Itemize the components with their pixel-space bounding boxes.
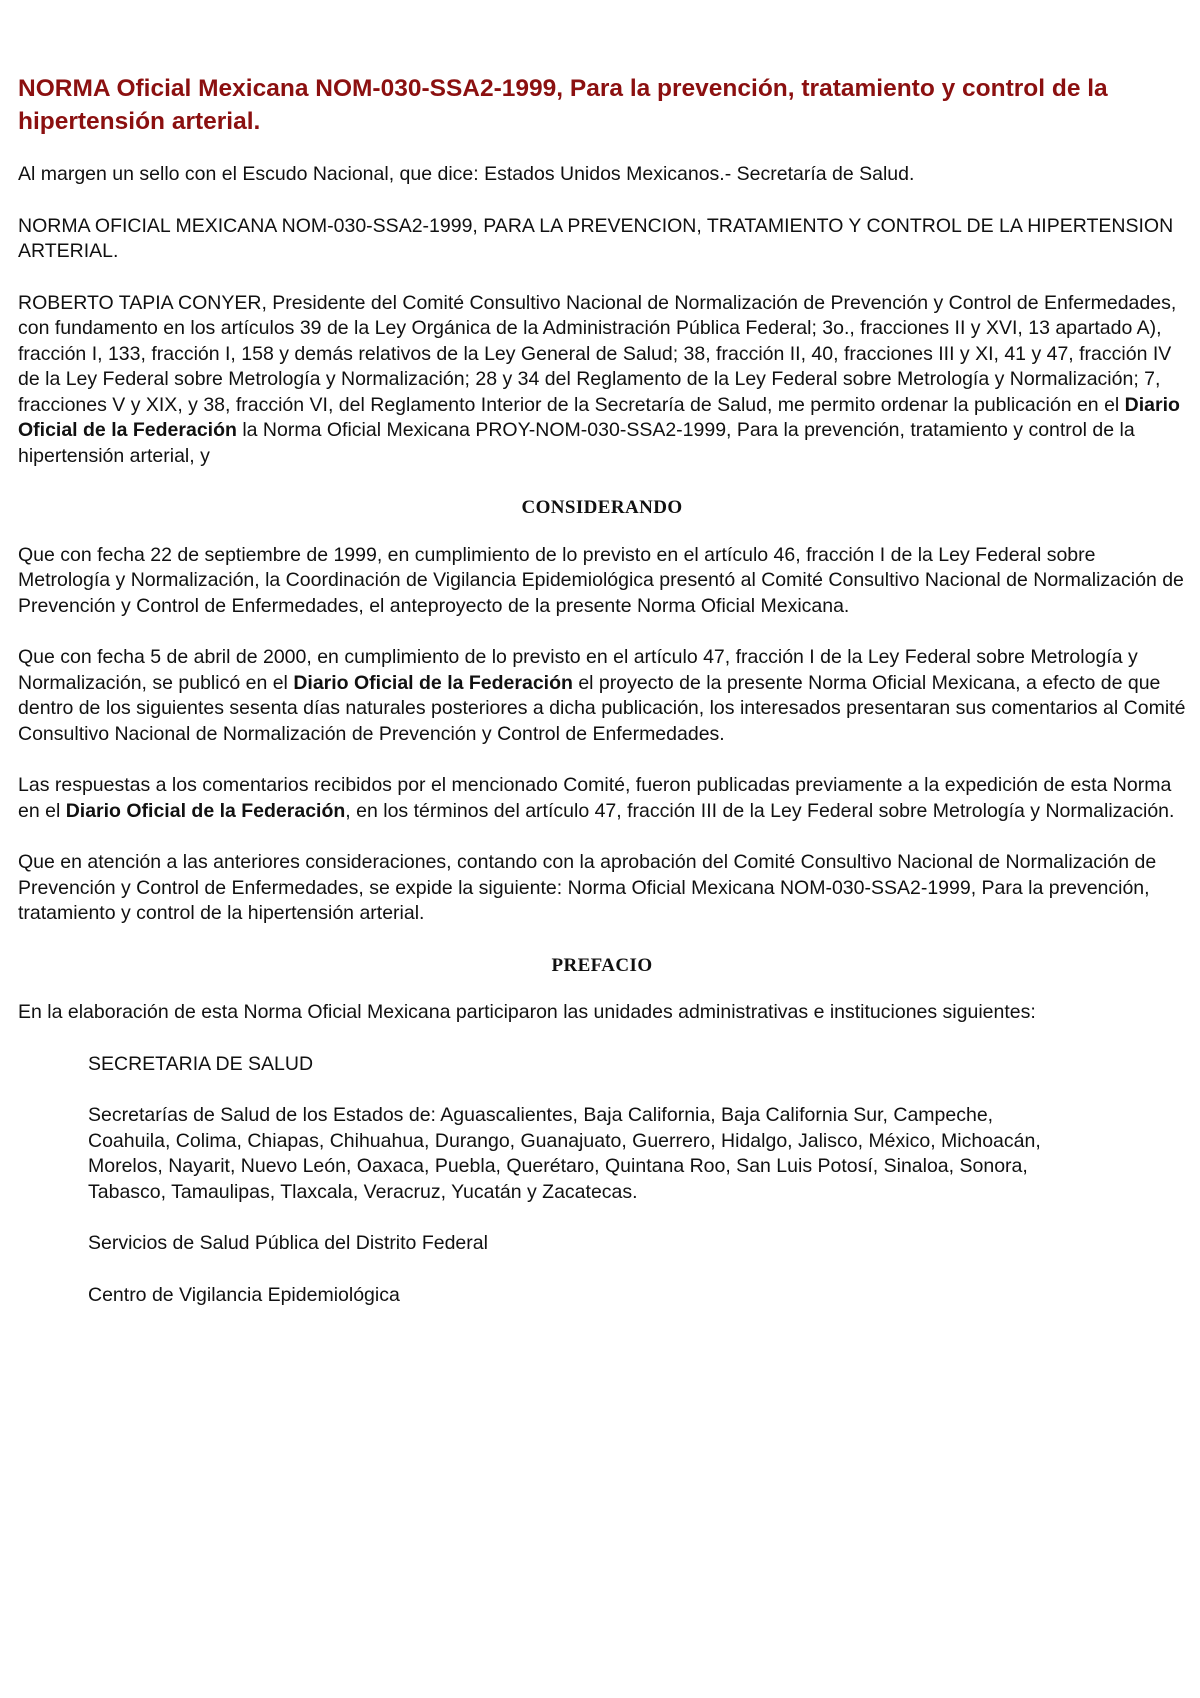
considerando-2-text-2: el proyecto de la presente Norma Oficial Mexicana, a efecto de que dentro de los siguientes sesenta días naturales posteriores a dicha publicación, los interesados presentaran sus comentarios al Comité Consultivo Nacional de Normalización de Prevención y Control de Enfermedades. (18, 671, 1186, 745)
prefacio-heading: PREFACIO (551, 954, 653, 976)
participant-item: SECRETARIA DE SALUD (88, 1052, 314, 1075)
considerando-3-text-2: , en los términos del artículo 47, fracción III de la Ley Federal sobre Metrología y Normalización. (345, 799, 1175, 822)
preamble-text-1: ROBERTO TAPIA CONYER, Presidente del Comité Consultivo Nacional de Normalización de Prevención y Control de Enfermedades, con fundamento en los artículos 39 de la Ley Orgánica de la Administración Pública Federal; 3o., fracciones II y XVI, 13 apartado A), fracción I, 133, fracción I, 158 y demás relativos de la Ley General de Salud; 38, fracción II, 40, fracciones III y XI, 41 y 47, fracción IV de la Ley Federal sobre Metrología y Normalización; 28 y 34 del Reglamento de la Ley Federal sobre Metrología y Normalización; 7, fracciones V y XIX, y 38, fracción VI, del Reglamento Interior de la Secretaría de Salud, me permito ordenar la publicación en el (18, 291, 1177, 416)
preamble-paragraph (18, 291, 1186, 470)
considerando-3-bold-dof: Diario Oficial de la Federación (65, 799, 346, 822)
considerando-paragraph-4: Que en atención a las anteriores consideraciones, contando con la aprobación del Comité Consultivo Nacional de Normalización de Prevención y Control de Enfermedades, se expide la siguiente: Norma Oficial Mexicana NOM-030-SSA2-1999, Para la prevención, tratamiento y control de la hipertensión arterial. (18, 851, 1157, 924)
considerando-heading: CONSIDERANDO (521, 497, 683, 518)
caps-title: NORMA OFICIAL MEXICANA NOM-030-SSA2-1999, PARA LA PREVENCION, TRATAMIENTO Y CONTROL DE LA HIPERTENSION ARTERIAL. (18, 214, 1174, 262)
considerando-paragraph-1: Que con fecha 22 de septiembre de 1999, en cumplimiento de lo previsto en el artículo 46, fracción I de la Ley Federal sobre Metrología y Normalización, la Coordinación de Vigilancia Epidemiológica presentó al Comité Consultivo Nacional de Normalización de Prevención y Control de Enfermedades, el anteproyecto de la presente Norma Oficial Mexicana. (18, 543, 1184, 617)
considerando-3-text-1: Las respuestas a los comentarios recibidos por el mencionado Comité, fueron publicadas previamente a la expedición de esta Norma en el (18, 774, 1172, 822)
preamble-bold-dof: Diario Oficial de la Federación (18, 393, 1180, 441)
participant-item: Secretarías de Salud de los Estados de: Aguascalientes, Baja California, Baja California Sur, Campeche, Coahuila, Colima, Chiapas, Chihuahua, Durango, Guanajuato, Guerrero, Hidalgo, Jalisco, México, Michoacán, Morelos, Nayarit, Nuevo León, Oaxaca, Puebla, Querétaro, Quintana Roo, San Luis Potosí, Sinaloa, Sonora, Tabasco, Tamaulipas, Tlaxcala, Veracruz, Yucatán y Zacatecas. (88, 1104, 1041, 1203)
document-title: NORMA Oficial Mexicana NOM-030-SSA2-1999, Para la prevención, tratamiento y control de la hipertensión arterial. (18, 75, 1108, 135)
participant-item: Servicios de Salud Pública del Distrito Federal (88, 1232, 488, 1254)
considerando-paragraph-3 (18, 773, 1186, 824)
considerando-2-bold-dof: Diario Oficial de la Federación (293, 671, 573, 694)
participant-item: Centro de Vigilancia Epidemiológica (88, 1283, 400, 1306)
considerando-2-text-1: Que con fecha 5 de abril de 2000, en cumplimiento de lo previsto en el artículo 47, fracción I de la Ley Federal sobre Metrología y Normalización, se publicó en el (18, 646, 1138, 694)
margin-note: Al margen un sello con el Escudo Nacional, que dice: Estados Unidos Mexicanos.- Secretaría de Salud. (18, 163, 915, 185)
preamble-text-2: la Norma Oficial Mexicana PROY-NOM-030-SSA2-1999, Para la prevención, tratamiento y control de la hipertensión arterial, y (18, 419, 1135, 467)
prefacio-intro: En la elaboración de esta Norma Oficial Mexicana participaron las unidades administrativas e instituciones siguientes: (18, 1001, 1036, 1023)
considerando-paragraph-2 (18, 645, 1186, 747)
document-page (18, 72, 1186, 1334)
